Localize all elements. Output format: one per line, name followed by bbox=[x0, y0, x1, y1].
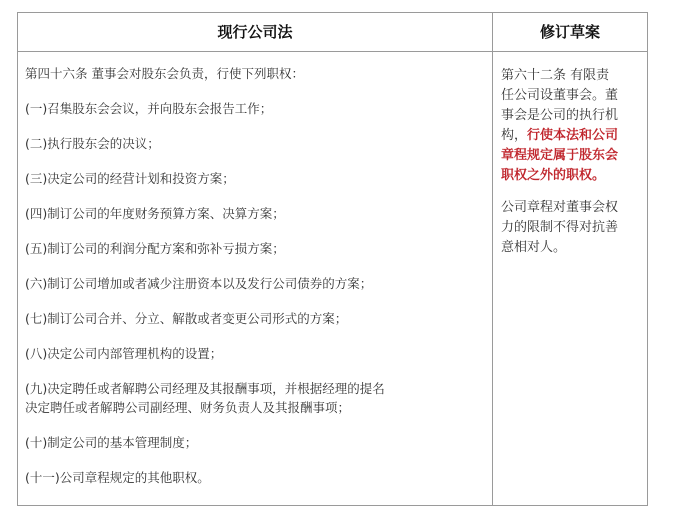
article-46-intro: 第四十六条 董事会对股东会负责，行使下列职权： bbox=[25, 66, 304, 81]
draft-line: 意相对人。 bbox=[501, 240, 567, 255]
list-item: (八)决定公司内部管理机构的设置； bbox=[25, 346, 223, 361]
comparison-table bbox=[17, 12, 648, 506]
draft-line: 公司章程对董事会权 bbox=[501, 200, 619, 215]
emphasis-text: 章程规定属于股东会 bbox=[501, 148, 619, 163]
emphasis-text: 职权之外的职权。 bbox=[501, 168, 606, 183]
list-item: (十)制定公司的基本管理制度； bbox=[25, 435, 198, 450]
draft-line: 事会是公司的执行机 bbox=[501, 108, 619, 123]
draft-revision-cell bbox=[493, 52, 647, 258]
list-item: (二)执行股东会的决议； bbox=[25, 136, 160, 151]
limitation-paragraph bbox=[501, 198, 641, 258]
list-item: (六)制订公司增加或者减少注册资本以及发行公司债券的方案； bbox=[25, 276, 373, 291]
header-current-law: 现行公司法 bbox=[217, 23, 293, 41]
draft-line: 任公司设董事会。董 bbox=[501, 88, 619, 103]
current-law-cell bbox=[18, 52, 492, 486]
list-item: (五)制订公司的利润分配方案和弥补亏损方案； bbox=[25, 241, 285, 256]
draft-line bbox=[501, 126, 641, 146]
header-draft-revision: 修订草案 bbox=[539, 23, 600, 41]
draft-line-text: 构， bbox=[501, 128, 528, 143]
article-62-paragraph bbox=[501, 66, 641, 186]
list-item: (四)制订公司的年度财务预算方案、决算方案； bbox=[25, 206, 285, 221]
list-item-continuation: 决定聘任或者解聘公司副经理、财务负责人及其报酬事项； bbox=[25, 400, 351, 415]
list-item: (九)决定聘任或者解聘公司经理及其报酬事项，并根据经理的提名 bbox=[25, 381, 385, 396]
list-item: (三)决定公司的经营计划和投资方案； bbox=[25, 171, 235, 186]
list-item: (十一)公司章程规定的其他职权。 bbox=[25, 470, 210, 485]
list-item: (七)制订公司合并、分立、解散或者变更公司形式的方案； bbox=[25, 311, 348, 326]
draft-line: 力的限制不得对抗善 bbox=[501, 220, 619, 235]
draft-line: 第六十二条 有限责 bbox=[501, 68, 610, 83]
list-item: (一)召集股东会会议，并向股东会报告工作； bbox=[25, 101, 273, 116]
emphasis-text: 行使本法和公司 bbox=[527, 128, 619, 143]
table-header-row bbox=[18, 13, 647, 52]
